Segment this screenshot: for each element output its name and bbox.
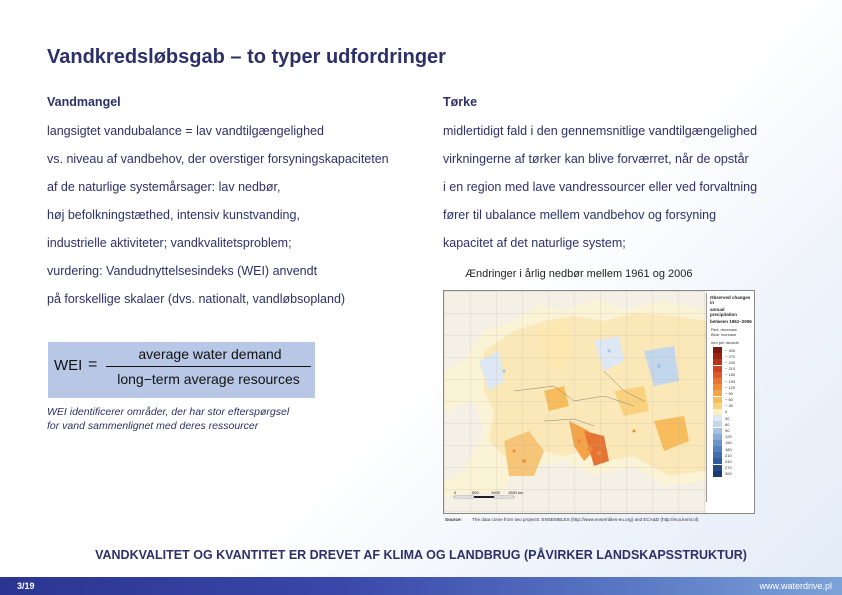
legend-title-line: between 1961–2006 xyxy=(710,319,752,324)
legend-label: 210 xyxy=(725,452,732,458)
water-scarcity-line: af de naturlige systemårsager: lav nedbør, xyxy=(47,180,281,194)
map-caption: Ændringer i årlig nedbør mellem 1961 og 2006 xyxy=(465,268,693,280)
page-number: 3/19 xyxy=(17,581,35,591)
legend-label: 300 xyxy=(725,471,732,477)
water-scarcity-column xyxy=(47,94,442,313)
scale-label: 500 xyxy=(472,490,479,495)
legend-swatch xyxy=(713,446,722,452)
map-legend xyxy=(706,293,754,502)
formula-equals: = xyxy=(88,356,98,373)
legend-label: − 210 xyxy=(725,366,736,372)
drought-heading: Tørke xyxy=(443,95,478,109)
wei-formula xyxy=(48,342,315,398)
legend-swatch xyxy=(713,403,722,409)
water-scarcity-line: på forskellige skalaer (dvs. nationalt, vandløbsopland) xyxy=(47,292,346,306)
legend-swatches xyxy=(707,347,754,477)
legend-item xyxy=(707,471,754,477)
scale-label: 1500 km xyxy=(508,490,524,495)
water-scarcity-line: industrielle aktiviteter; vandkvalitetsproblem; xyxy=(47,236,292,250)
legend-label: − 240 xyxy=(725,359,736,365)
footer-bar xyxy=(0,577,842,595)
legend-sub: Blue: increase xyxy=(711,332,737,337)
water-scarcity-line: vurdering: Vandudnyttelsesindeks (WEI) anvendt xyxy=(47,264,318,278)
legend-label: 120 xyxy=(725,434,732,440)
formula-note-line: for vand sammenlignet med deres ressourcer xyxy=(47,420,259,432)
bottom-statement: VANDKVALITET OG KVANTITET ER DREVET AF KLIMA OG LANDBRUG (PÅVIRKER LANDSKAPSSTRUKTUR) xyxy=(95,548,747,562)
legend-label: 240 xyxy=(725,458,732,464)
drought-line: midlertidigt fald i den gennemsnitlige vandtilgængelighed xyxy=(443,124,758,138)
legend-label: 270 xyxy=(725,465,732,471)
drought-line: i en region med lave vandressourcer eller ved forvaltning xyxy=(443,180,758,194)
source-text: The data come from two projects: ENSEMBLES (http://www.ensembles-eu.org) and ECA&D (http://eca.knmi.nl). xyxy=(472,517,700,522)
drought-line: fører til ubalance mellem vandbehov og forsyning xyxy=(443,208,717,222)
drought-column xyxy=(443,94,833,257)
europe-map-image xyxy=(444,291,706,513)
legend-swatch xyxy=(713,452,722,458)
legend-label: − 300 xyxy=(725,347,736,353)
legend-label: 180 xyxy=(725,446,732,452)
legend-label: − 120 xyxy=(725,384,736,390)
legend-swatch xyxy=(713,409,722,415)
source-label: Source: xyxy=(445,517,463,522)
legend-label: − 60 xyxy=(725,397,733,403)
legend-label: 30 xyxy=(725,415,730,421)
website-link[interactable]: www.waterdrive.pl xyxy=(759,581,832,591)
formula-note-line: WEI identificerer områder, der har stor efterspørgsel xyxy=(47,406,290,418)
legend-swatch xyxy=(713,465,722,471)
legend-label: 0 xyxy=(725,409,728,415)
legend-label: − 30 xyxy=(725,403,733,409)
precipitation-map xyxy=(443,290,755,514)
water-scarcity-heading: Vandmangel xyxy=(47,95,121,109)
legend-sub: Red: decrease xyxy=(711,327,738,332)
legend-swatch xyxy=(713,378,722,384)
water-scarcity-line: langsigtet vandubalance = lav vandtilgængelighed xyxy=(47,124,324,138)
legend-label: 90 xyxy=(725,428,730,434)
legend-title-line: Observed changes in xyxy=(710,295,751,305)
drought-line: kapacitet af det naturlige system; xyxy=(443,236,626,250)
map-source xyxy=(445,517,700,522)
legend-swatch xyxy=(713,440,722,446)
formula-denominator: long−term average resources xyxy=(117,371,300,387)
legend-label: − 270 xyxy=(725,353,736,359)
fraction-bar xyxy=(106,366,311,367)
legend-swatch xyxy=(713,353,722,359)
legend-swatch xyxy=(713,471,722,477)
legend-swatch xyxy=(713,434,722,440)
legend-swatch xyxy=(713,366,722,372)
formula-note xyxy=(47,405,289,433)
legend-label: 60 xyxy=(725,421,730,427)
legend-swatch xyxy=(713,347,722,353)
legend-swatch xyxy=(713,458,722,464)
legend-swatch xyxy=(713,397,722,403)
legend-label: 150 xyxy=(725,440,732,446)
scale-label: 1000 xyxy=(491,490,500,495)
legend-swatch xyxy=(713,415,722,421)
legend-swatch xyxy=(713,372,722,378)
legend-label: − 90 xyxy=(725,390,733,396)
legend-label: − 180 xyxy=(725,372,736,378)
legend-title-line: annual precipitation xyxy=(710,307,738,317)
legend-swatch xyxy=(713,359,722,365)
legend-swatch xyxy=(713,428,722,434)
legend-unit: mm per decade xyxy=(711,340,739,345)
drought-line: virkningerne af tørker kan blive forværret, når de opstår xyxy=(443,152,749,166)
legend-swatch xyxy=(713,390,722,396)
legend-label: − 150 xyxy=(725,378,736,384)
legend-swatch xyxy=(713,384,722,390)
scale-label: 0 xyxy=(454,490,457,495)
formula-lhs: WEI xyxy=(54,357,83,374)
water-scarcity-line: høj befolkningstæthed, intensiv kunstvanding, xyxy=(47,208,300,222)
water-scarcity-line: vs. niveau af vandbehov, der overstiger forsyningskapaciteten xyxy=(47,152,389,166)
page-title: Vandkredsløbsgab – to typer udfordringer xyxy=(47,46,446,68)
legend-swatch xyxy=(713,421,722,427)
formula-numerator: average water demand xyxy=(138,346,282,362)
